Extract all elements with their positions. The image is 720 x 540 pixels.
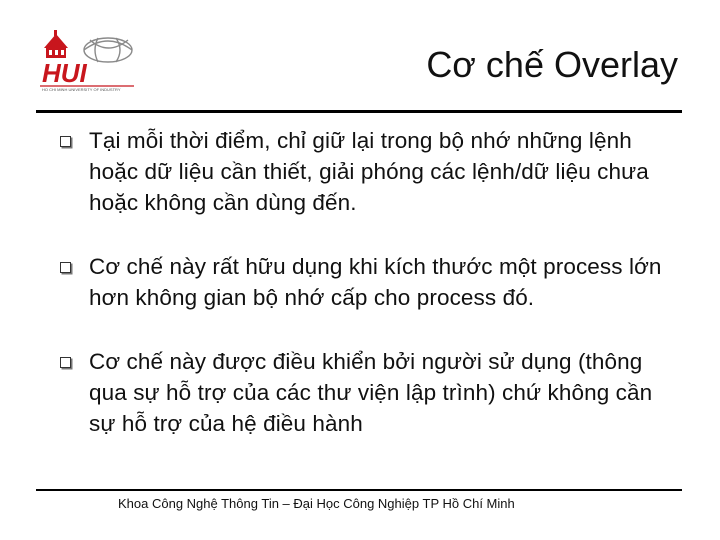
logo-text: HUI [42, 58, 87, 88]
checkbox-bullet-icon [60, 136, 71, 147]
bullet-item [60, 346, 680, 439]
checkbox-bullet-icon [60, 357, 71, 368]
bullet-item [60, 125, 680, 218]
bullet-text: Tại mỗi thời điểm, chỉ giữ lại trong bộ nhớ những lệnh hoặc dữ liệu cần thiết, giải phóng các lệnh/dữ liệu chưa hoặc không cần dùng đến. [89, 128, 649, 215]
header-divider [36, 110, 682, 113]
logo-subtext: HO CHI MINH UNIVERSITY OF INDUSTRY [42, 87, 121, 92]
checkbox-bullet-icon [60, 262, 71, 273]
slide-title: Cơ chế Overlay [426, 44, 678, 85]
bullet-text: Cơ chế này được điều khiển bởi người sử dụng (thông qua sự hỗ trợ của các thư viện lập trình) chứ không cần sự hỗ trợ của hệ điều hành [89, 349, 653, 436]
footer-divider [36, 489, 682, 491]
university-logo [36, 30, 140, 92]
footer-text: Khoa Công Nghệ Thông Tin – Đại Học Công Nghiệp TP Hồ Chí Minh [118, 496, 515, 511]
bullet-item [60, 251, 680, 313]
bullet-list [60, 125, 680, 439]
bullet-text: Cơ chế này rất hữu dụng khi kích thước một process lớn hơn không gian bộ nhớ cấp cho process đó. [89, 254, 662, 310]
hui-logo-icon [36, 30, 140, 92]
